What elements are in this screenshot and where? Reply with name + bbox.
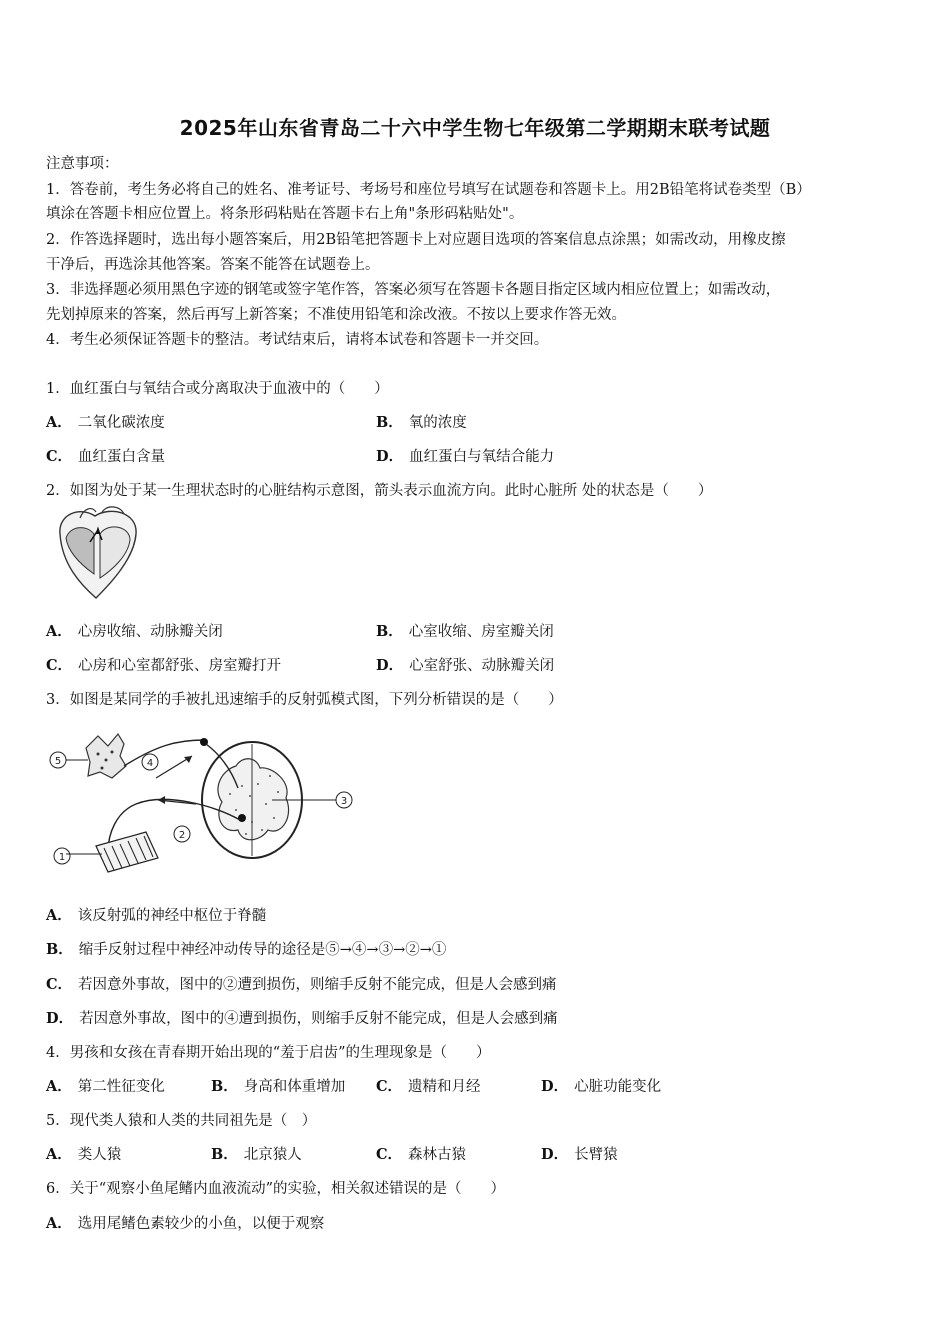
option-label: A．: [46, 907, 72, 924]
option-label: B．: [376, 414, 403, 431]
option-text: 长臂猿: [574, 1147, 618, 1163]
option-label: D．: [376, 448, 404, 465]
svg-text:4: 4: [146, 758, 154, 769]
option-text: 血红蛋白与氧结合能力: [409, 449, 555, 465]
option-label: C．: [46, 657, 73, 674]
notes-line: 干净后，再选涂其他答案。答案不能答在试题卷上。: [46, 257, 380, 273]
option-text: 身高和体重增加: [243, 1079, 346, 1095]
q3-option-b: [46, 938, 446, 959]
option-label: D．: [541, 1146, 569, 1163]
notes-line: 2．作答选择题时，选出每小题答案后，用2B铅笔把答题卡上对应题目选项的答案信息点涂黑；如需改动，用橡皮擦: [46, 232, 786, 248]
option-label: A．: [46, 414, 72, 431]
option-text: 缩手反射过程中神经冲动传导的途径是⑤→④→③→②→①: [78, 942, 447, 958]
option-text: 心室收缩、房室瓣关闭: [408, 624, 554, 640]
option-text: 遗精和月经: [408, 1079, 481, 1095]
q1-option-a: [46, 411, 165, 432]
q3-option-c: [46, 973, 557, 994]
option-label: C．: [46, 976, 73, 993]
option-label: A．: [46, 1215, 72, 1232]
notes-line: 先划掉原来的答案，然后再写上新答案；不准使用铅笔和涂改液。不按以上要求作答无效。: [46, 307, 626, 323]
svg-text:3: 3: [340, 796, 348, 807]
q3-option-a: [46, 904, 266, 925]
option-text: 北京猿人: [243, 1147, 302, 1163]
option-text: 类人猿: [77, 1147, 122, 1163]
option-label: A．: [46, 1146, 72, 1163]
notes-line: 4．考生必须保证答题卡的整洁。考试结束后，请将本试卷和答题卡一并交回。: [46, 332, 549, 348]
option-text: 心房和心室都舒张、房室瓣打开: [78, 658, 282, 674]
option-text: 选用尾鳍色素较少的小鱼，以便于观察: [77, 1216, 325, 1232]
q5-option-d: [541, 1143, 618, 1164]
q5-option-b: [211, 1143, 302, 1164]
option-label: B．: [211, 1146, 238, 1163]
svg-text:5: 5: [54, 756, 62, 767]
q1-option-b: [376, 411, 467, 432]
q1-option-d: [376, 445, 554, 466]
option-label: D．: [46, 1010, 74, 1027]
option-label: D．: [376, 657, 404, 674]
q3-option-d: [46, 1007, 558, 1028]
option-text: 若因意外事故，图中的②遭到损伤，则缩手反射不能完成，但是人会感到痛: [78, 977, 557, 993]
option-label: A．: [46, 623, 72, 640]
option-text: 该反射弧的神经中枢位于脊髓: [77, 908, 267, 924]
question-4-stem: 4．男孩和女孩在青春期开始出现的“羞于启齿”的生理现象是（ ）: [46, 1045, 491, 1061]
option-label: C．: [46, 448, 73, 465]
notes-line: 1．答卷前，考生务必将自己的姓名、准考证号、考场号和座位号填写在试题卷和答题卡上。用2B铅笔将试卷类型（B）: [46, 182, 811, 198]
option-text: 若因意外事故，图中的④遭到损伤，则缩手反射不能完成，但是人会感到痛: [79, 1011, 558, 1027]
option-text: 心房收缩、动脉瓣关闭: [77, 624, 223, 640]
option-text: 血红蛋白含量: [78, 449, 166, 465]
question-2-stem: 2．如图为处于某一生理状态时的心脏结构示意图，箭头表示血流方向。此时心脏所 处的状态是（ ）: [46, 483, 713, 499]
notes-heading: 注意事项：: [46, 156, 119, 172]
q2-option-c: [46, 654, 281, 675]
q2-option-d: [376, 654, 554, 675]
question-6-stem: 6．关于“观察小鱼尾鳍内血液流动”的实验，相关叙述错误的是（ ）: [46, 1181, 506, 1197]
option-label: C．: [376, 1146, 403, 1163]
q6-option-a: [46, 1212, 324, 1233]
svg-text:2: 2: [178, 830, 186, 841]
q4-option-b: [211, 1075, 345, 1096]
reflex-arc-diagram: [46, 726, 362, 876]
q2-option-a: [46, 620, 223, 641]
option-label: B．: [46, 941, 73, 958]
option-text: 第二性征变化: [77, 1079, 165, 1095]
question-3-stem: 3．如图是某同学的手被扎迅速缩手的反射弧模式图，下列分析错误的是（ ）: [46, 692, 563, 708]
q5-option-a: [46, 1143, 121, 1164]
q4-option-c: [376, 1075, 481, 1096]
page-title: 2025年山东省青岛二十六中学生物七年级第二学期期末联考试题: [179, 116, 771, 140]
option-label: B．: [376, 623, 403, 640]
heart-diagram: [50, 504, 146, 602]
q4-option-d: [541, 1075, 661, 1096]
option-label: B．: [211, 1078, 238, 1095]
option-label: D．: [541, 1078, 569, 1095]
notes-line: 3．非选择题必须用黑色字迹的钢笔或签字笔作答，答案必须写在答题卡各题目指定区域内相应位置上；如需改动，: [46, 282, 781, 298]
svg-text:1: 1: [58, 852, 66, 863]
notes-line: 填涂在答题卡相应位置上。将条形码粘贴在答题卡右上角"条形码粘贴处"。: [46, 206, 524, 222]
question-5-stem: 5．现代类人猿和人类的共同祖先是（ ）: [46, 1113, 317, 1129]
q5-option-c: [376, 1143, 466, 1164]
q4-option-a: [46, 1075, 165, 1096]
question-1-stem: 1．血红蛋白与氧结合或分离取决于血液中的（ ）: [46, 381, 389, 397]
q2-option-b: [376, 620, 554, 641]
option-text: 氧的浓度: [408, 415, 467, 431]
option-text: 心脏功能变化: [574, 1079, 662, 1095]
option-text: 心室舒张、动脉瓣关闭: [409, 658, 555, 674]
q1-option-c: [46, 445, 165, 466]
option-label: C．: [376, 1078, 403, 1095]
option-text: 森林古猿: [408, 1147, 467, 1163]
option-label: A．: [46, 1078, 72, 1095]
option-text: 二氧化碳浓度: [77, 415, 165, 431]
